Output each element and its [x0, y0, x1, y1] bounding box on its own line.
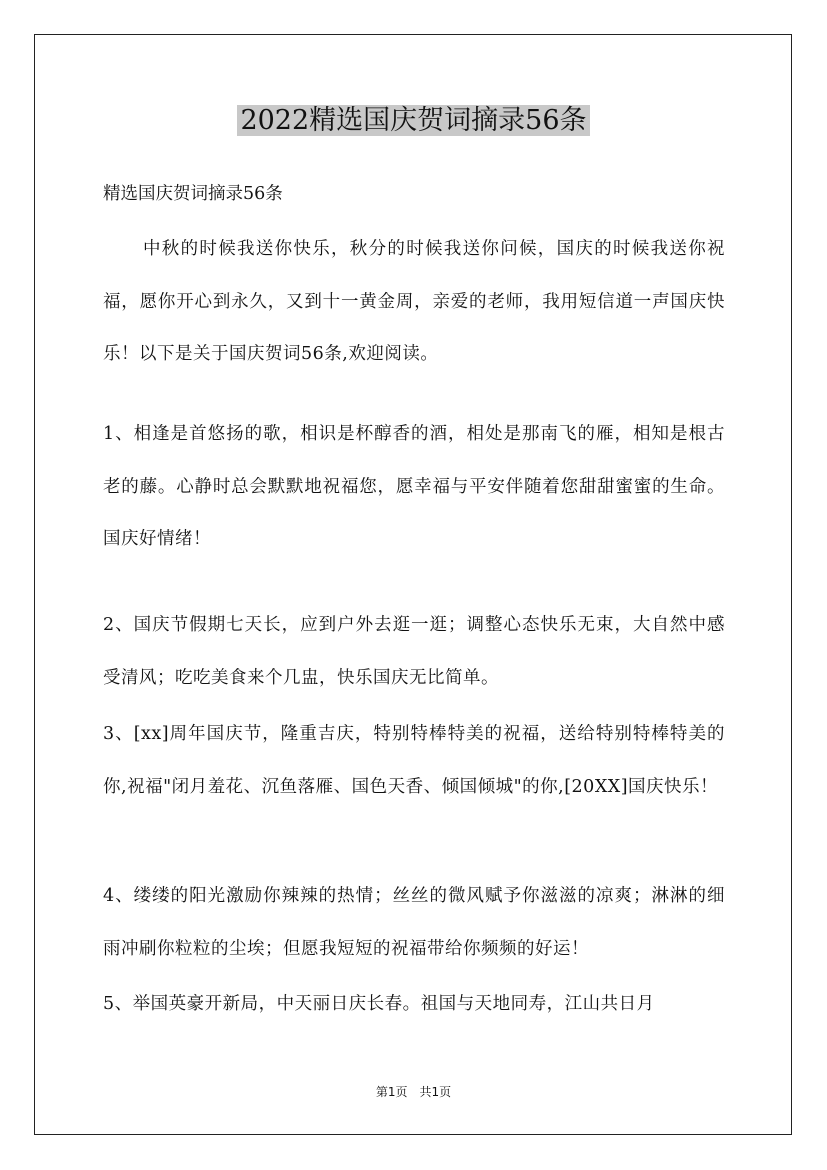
list-item: 5、举国英豪开新局，中天丽日庆长春。祖国与天地同寿，江山共日月	[103, 994, 655, 1014]
list-item: 4、缕缕的阳光激励你辣辣的热情；丝丝的微风赋予你滋滋的凉爽；淋淋的细雨冲刷你粒粒的尘埃；但愿我短短的祝福带给你频频的好运！	[103, 886, 725, 959]
list-item: 1、相逢是首悠扬的歌，相识是杯醇香的酒，相处是那南飞的雁，相知是根古老的藤。心静时总会默默地祝福您，愿幸福与平安伴随着您甜甜蜜蜜的生命。国庆好情绪！	[103, 424, 725, 549]
document-title-text: 2022精选国庆贺词摘录56条	[237, 105, 589, 136]
list-item: 3、[xx]周年国庆节，隆重吉庆，特别特棒特美的祝福，送给特别特棒特美的你,祝福"闭月羞花、沉鱼落雁、国色天香、倾国倾城"的你,[20XX]国庆快乐！	[103, 724, 725, 797]
document-title	[0, 100, 827, 142]
intro-paragraph: 中秋的时候我送你快乐，秋分的时候我送你问候，国庆的时候我送你祝福，愿你开心到永久，又到十一黄金周，亲爱的老师，我用短信道一声国庆快乐！以下是关于国庆贺词56条,欢迎阅读。	[103, 239, 725, 364]
document-subtitle: 精选国庆贺词摘录56条	[103, 184, 283, 204]
page-footer: 第1页 共1页	[375, 1085, 452, 1099]
list-item: 2、国庆节假期七天长，应到户外去逛一逛；调整心态快乐无束，大自然中感受清风；吃吃美食来个几盅，快乐国庆无比简单。	[103, 615, 725, 688]
